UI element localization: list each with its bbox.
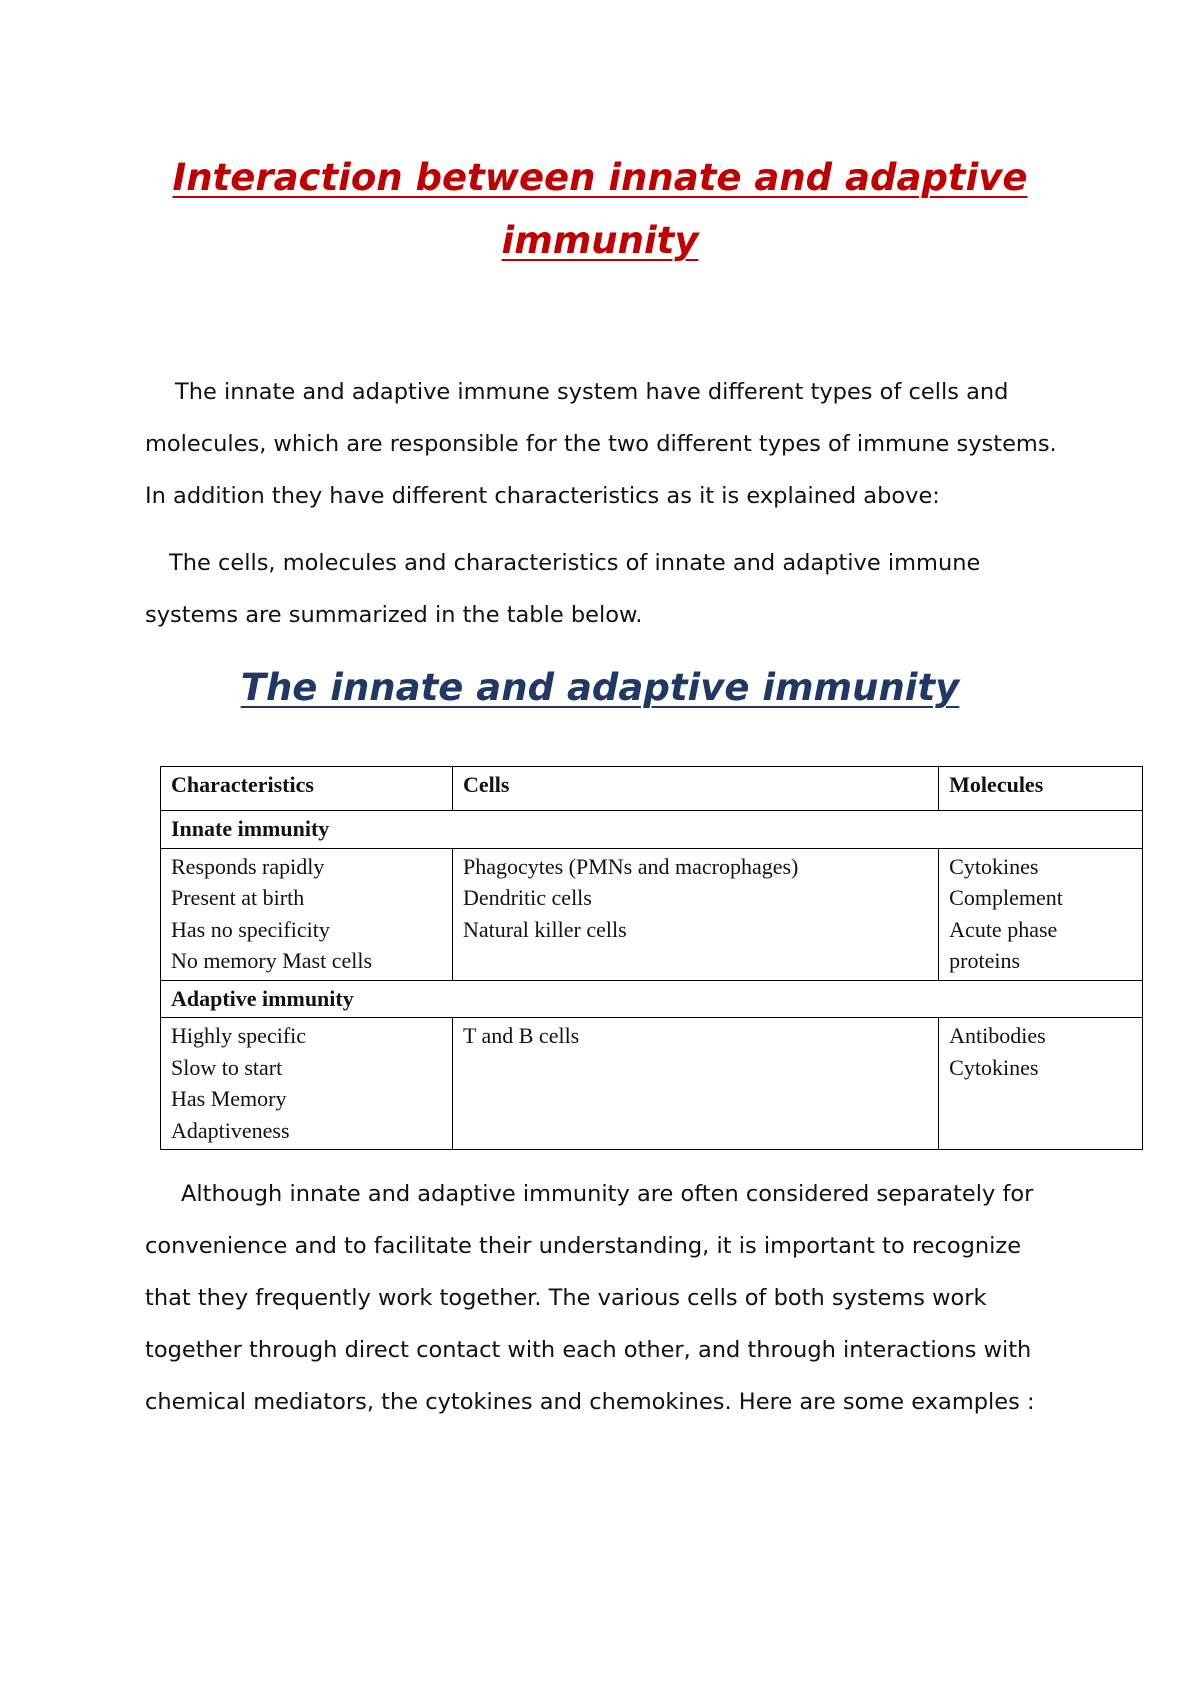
innate-cells-cell	[452, 848, 938, 980]
list-item: Acute phase	[949, 916, 1058, 942]
table-header-row	[161, 767, 1143, 811]
header-characteristics: Characteristics	[161, 767, 453, 811]
list-item: Complement	[949, 885, 1063, 910]
list-item: Adaptiveness	[171, 1117, 290, 1143]
list-item: Present at birth	[171, 885, 305, 910]
closing-paragraph: Although innate and adaptive immunity are often considered separately for convenience and to facilitate their understanding, it is important to recognize that they frequently work together. The various cells of both systems work together through direct contact with each other, and through interactions with chemical mediators, the cytokines and chemokines. Here are some examples :	[145, 1181, 1035, 1415]
section-row-adaptive	[161, 980, 1143, 1018]
innate-molecules-cell	[939, 848, 1143, 980]
list-item: Has Memory	[171, 1086, 287, 1111]
table-row-adaptive	[161, 1018, 1143, 1150]
immunity-table	[160, 766, 1143, 1150]
list-item: Responds rapidly	[171, 853, 325, 879]
summary-paragraph: The cells, molecules and characteristics of innate and adaptive immune systems are summarized in the table below.	[145, 550, 981, 628]
page-title: Interaction between innate and adaptive immunity	[172, 156, 1028, 262]
section-label-adaptive: Adaptive immunity	[161, 980, 1143, 1018]
list-item: T and B cells	[462, 1023, 580, 1048]
section-row-innate	[161, 811, 1143, 849]
list-item: Natural killer cells	[462, 916, 627, 942]
intro-paragraph: The innate and adaptive immune system have different types of cells and molecules, which are responsible for the two different types of immune systems. In addition they have different characteristics as it is explained above:	[145, 379, 1057, 509]
list-item: No memory Mast cells	[171, 948, 373, 973]
list-item: Antibodies	[949, 1023, 1046, 1048]
header-cells: Cells	[452, 767, 938, 811]
list-item: Cytokines	[949, 853, 1039, 879]
list-item: Phagocytes (PMNs and macrophages)	[462, 853, 799, 879]
section-label-innate: Innate immunity	[161, 811, 1143, 849]
table-row-innate	[161, 848, 1143, 980]
adaptive-cells-cell	[452, 1018, 938, 1150]
list-item: Slow to start	[171, 1054, 283, 1080]
list-item: Cytokines	[949, 1054, 1039, 1080]
table-title: The innate and adaptive immunity	[240, 666, 960, 709]
adaptive-molecules-cell	[939, 1018, 1143, 1150]
innate-characteristics-cell	[161, 848, 453, 980]
list-item: Highly specific	[171, 1023, 307, 1048]
list-item: Has no specificity	[171, 916, 330, 942]
adaptive-characteristics-cell	[161, 1018, 453, 1150]
list-item: Dendritic cells	[462, 885, 592, 910]
list-item: proteins	[949, 948, 1021, 973]
header-molecules: Molecules	[939, 767, 1143, 811]
